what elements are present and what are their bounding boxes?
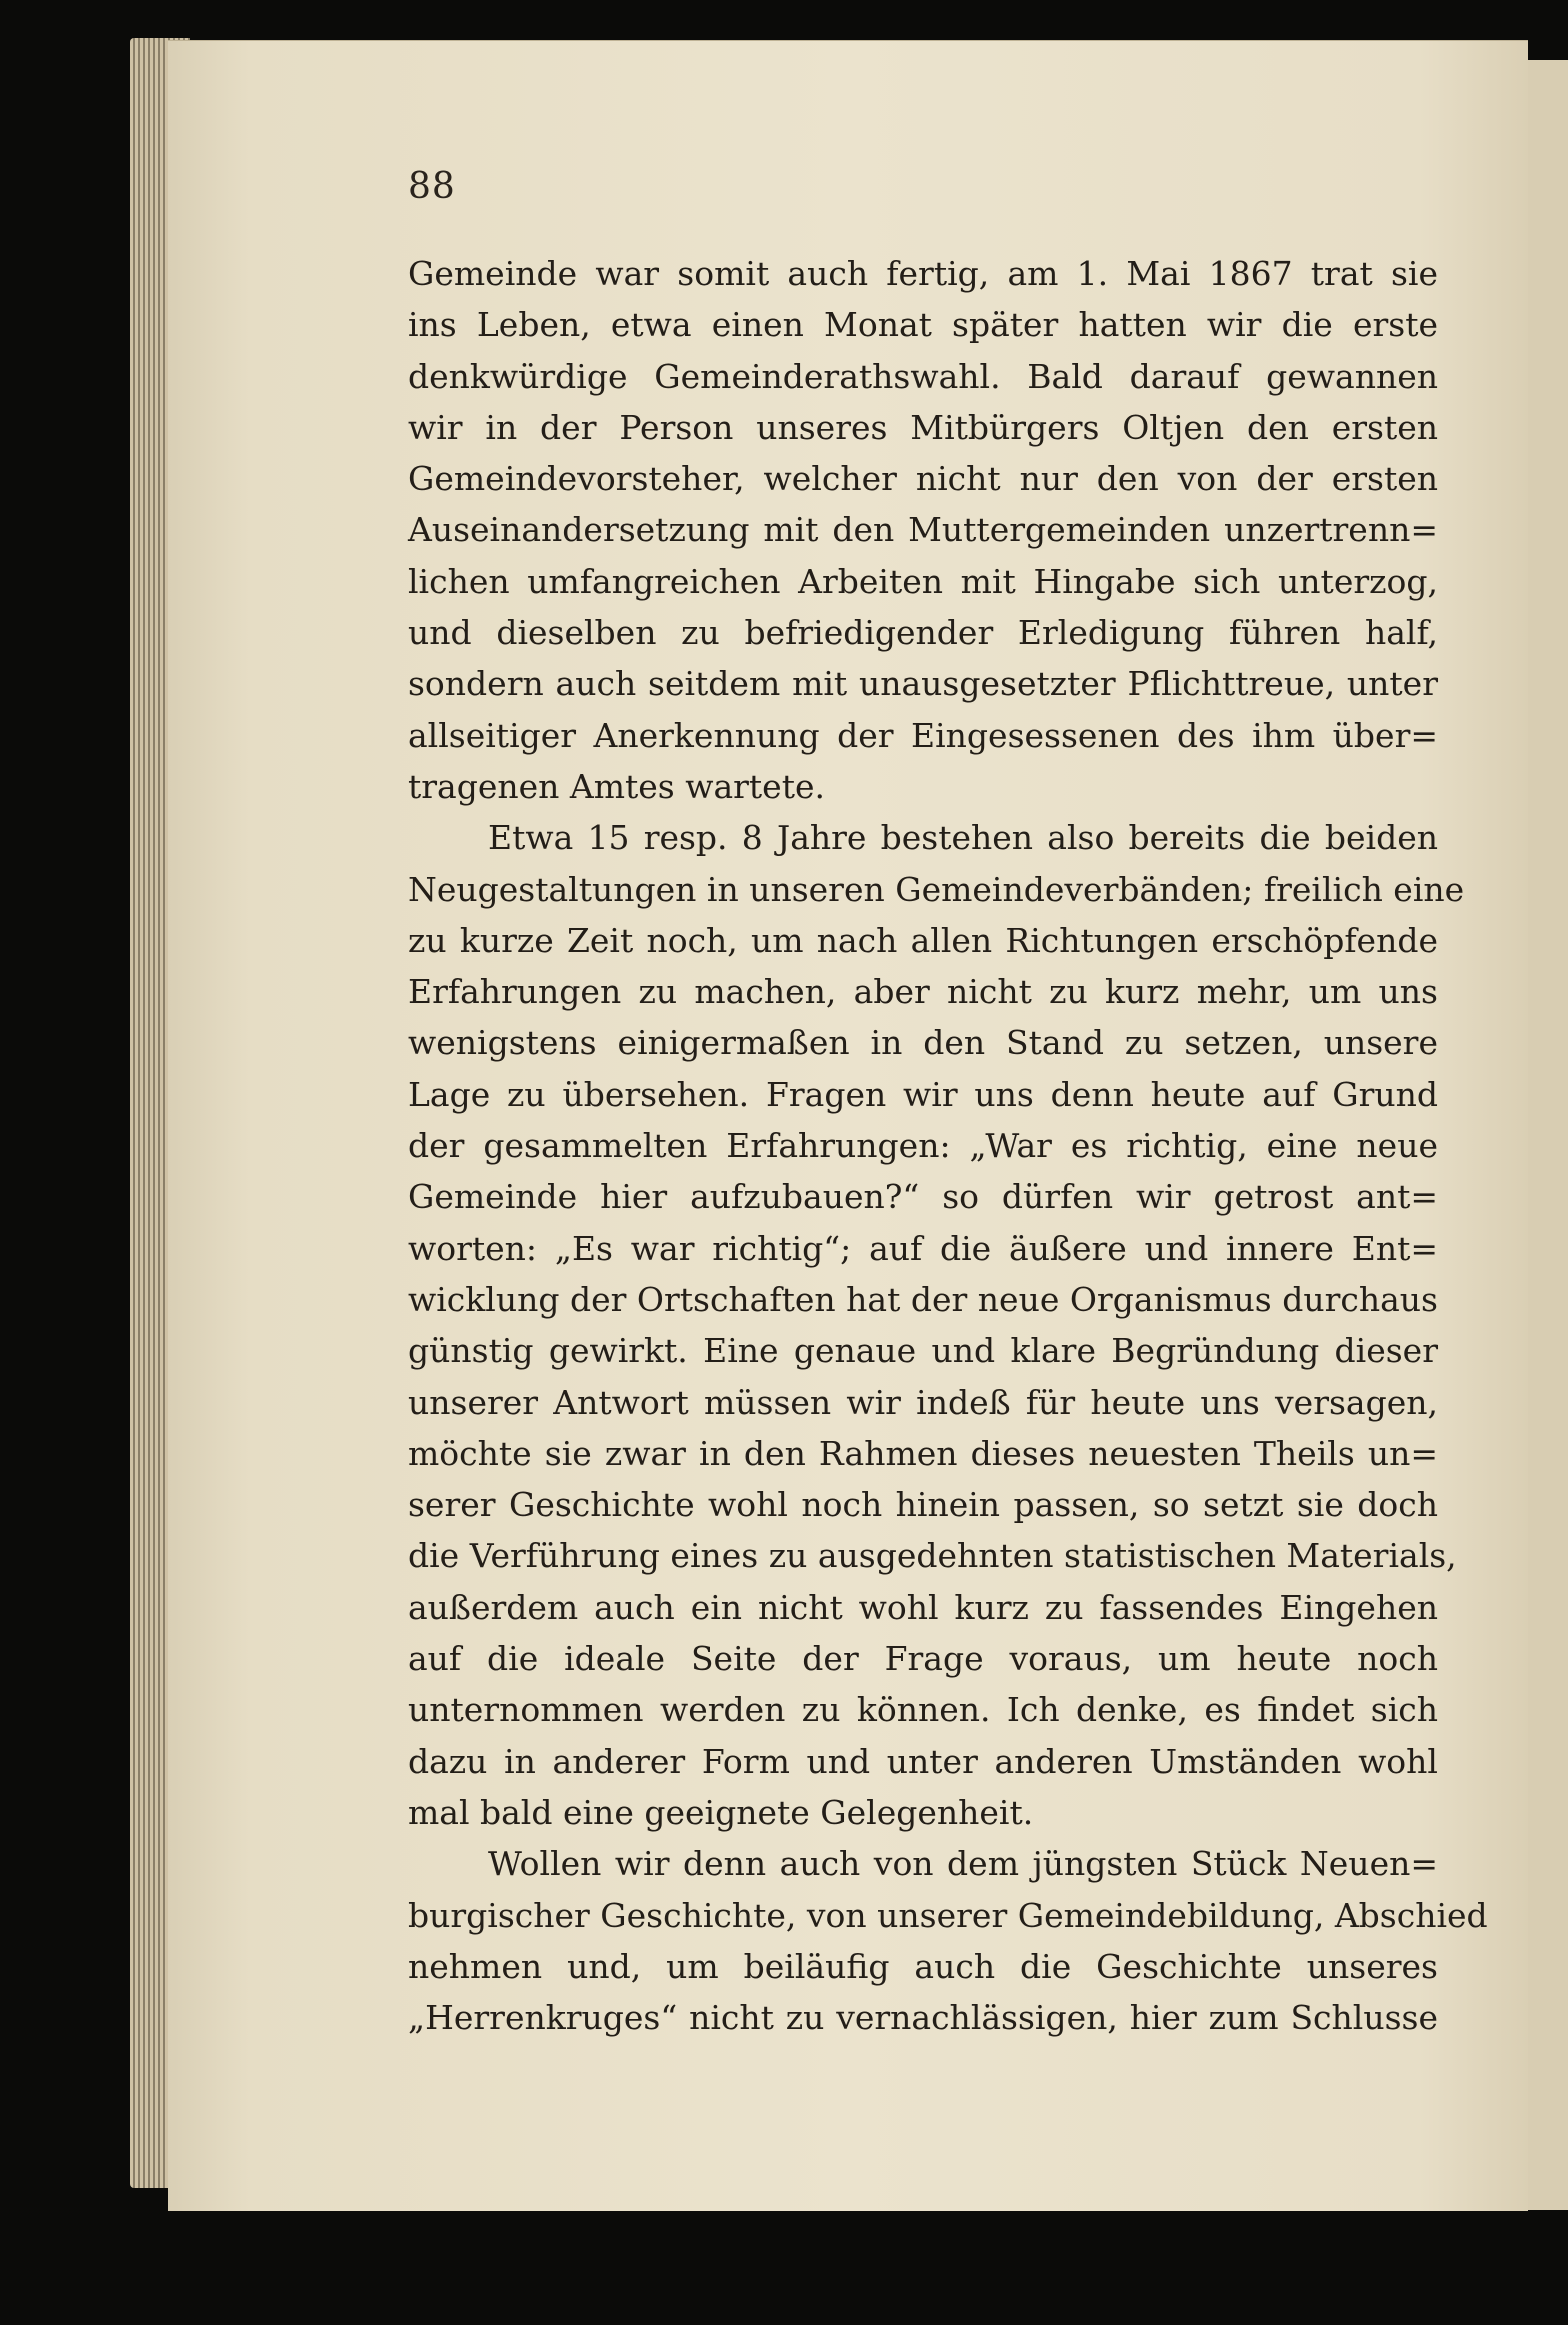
text-line: wicklung der Ortschaften hat der neue Organismus durchaus	[408, 1279, 1438, 1319]
text-line: der gesammelten Erfahrungen: „War es richtig, eine neue	[408, 1126, 1438, 1166]
body-text	[408, 248, 1488, 2043]
text-line: Gemeinde war somit auch fertig, am 1. Mai 1867 trat sie	[408, 254, 1438, 293]
text-line: Lage zu übersehen. Fragen wir uns denn heute auf Grund	[408, 1074, 1438, 1114]
text-line: Etwa 15 resp. 8 Jahre bestehen also bereits die beiden	[488, 818, 1438, 858]
text-line: unserer Antwort müssen wir indeß für heute uns versagen,	[408, 1382, 1438, 1422]
text-line: serer Geschichte wohl noch hinein passen, so setzt sie doch	[408, 1485, 1438, 1525]
text-line: nehmen und, um beiläufig auch die Geschichte unseres	[408, 1946, 1438, 1986]
text-line: günstig gewirkt. Eine genaue und klare Begründung dieser	[408, 1331, 1438, 1371]
text-line: mal bald eine geeignete Gelegenheit.	[408, 1792, 1034, 1832]
paragraph	[408, 248, 1438, 812]
text-line: zu kurze Zeit noch, um nach allen Richtungen erschöpfende	[408, 920, 1438, 960]
text-line: wir in der Person unseres Mitbürgers Oltjen den ersten	[408, 407, 1438, 447]
text-line: Neugestaltungen in unseren Gemeindeverbänden; freilich eine	[408, 869, 1465, 909]
text-line: Auseinandersetzung mit den Muttergemeinden unzertrenn=	[408, 510, 1438, 550]
text-line: Erfahrungen zu machen, aber nicht zu kurz mehr, um uns	[408, 972, 1438, 1012]
text-line: und dieselben zu befriedigender Erledigung führen half,	[408, 613, 1438, 653]
text-line: die Verführung eines zu ausgedehnten statistischen Materials,	[408, 1536, 1457, 1576]
text-line: Gemeinde hier aufzubauen?“ so dürfen wir getrost ant=	[408, 1177, 1438, 1217]
text-line: dazu in anderer Form und unter anderen Umständen wohl	[408, 1741, 1438, 1781]
paragraph	[408, 1838, 1488, 2043]
text-line: tragenen Amtes wartete.	[408, 766, 825, 806]
text-line: worten: „Es war richtig“; auf die äußere und innere Ent=	[408, 1228, 1438, 1268]
text-line: lichen umfangreichen Arbeiten mit Hingabe sich unterzog,	[408, 561, 1438, 601]
text-line: unternommen werden zu können. Ich denke, es findet sich	[408, 1690, 1438, 1730]
text-line: außerdem auch ein nicht wohl kurz zu fassendes Eingehen	[408, 1587, 1438, 1627]
text-line: auf die ideale Seite der Frage voraus, um heute noch	[408, 1639, 1438, 1679]
text-line: möchte sie zwar in den Rahmen dieses neuesten Theils un=	[408, 1433, 1438, 1473]
text-line: wenigstens einigermaßen in den Stand zu setzen, unsere	[408, 1023, 1438, 1063]
text-line: burgischer Geschichte, von unserer Gemeindebildung, Abschied	[408, 1895, 1488, 1935]
paragraph	[408, 812, 1465, 1838]
text-line: „Herrenkruges“ nicht zu vernachlässigen, hier zum Schlusse	[408, 1998, 1438, 2038]
page-number: 88	[408, 166, 456, 207]
facing-page-edge	[1528, 60, 1568, 2210]
text-line: sondern auch seitdem mit unausgesetzter Pflichttreue, unter	[408, 664, 1438, 704]
text-line: allseitiger Anerkennung der Eingesessenen des ihm über=	[408, 715, 1438, 755]
text-line: Wollen wir denn auch von dem jüngsten Stück Neuen=	[488, 1844, 1438, 1884]
text-line: Gemeindevorsteher, welcher nicht nur den von der ersten	[408, 459, 1438, 499]
text-line: ins Leben, etwa einen Monat später hatten wir die erste	[408, 305, 1438, 345]
text-line: denkwürdige Gemeinderathswahl. Bald darauf gewannen	[408, 356, 1438, 396]
